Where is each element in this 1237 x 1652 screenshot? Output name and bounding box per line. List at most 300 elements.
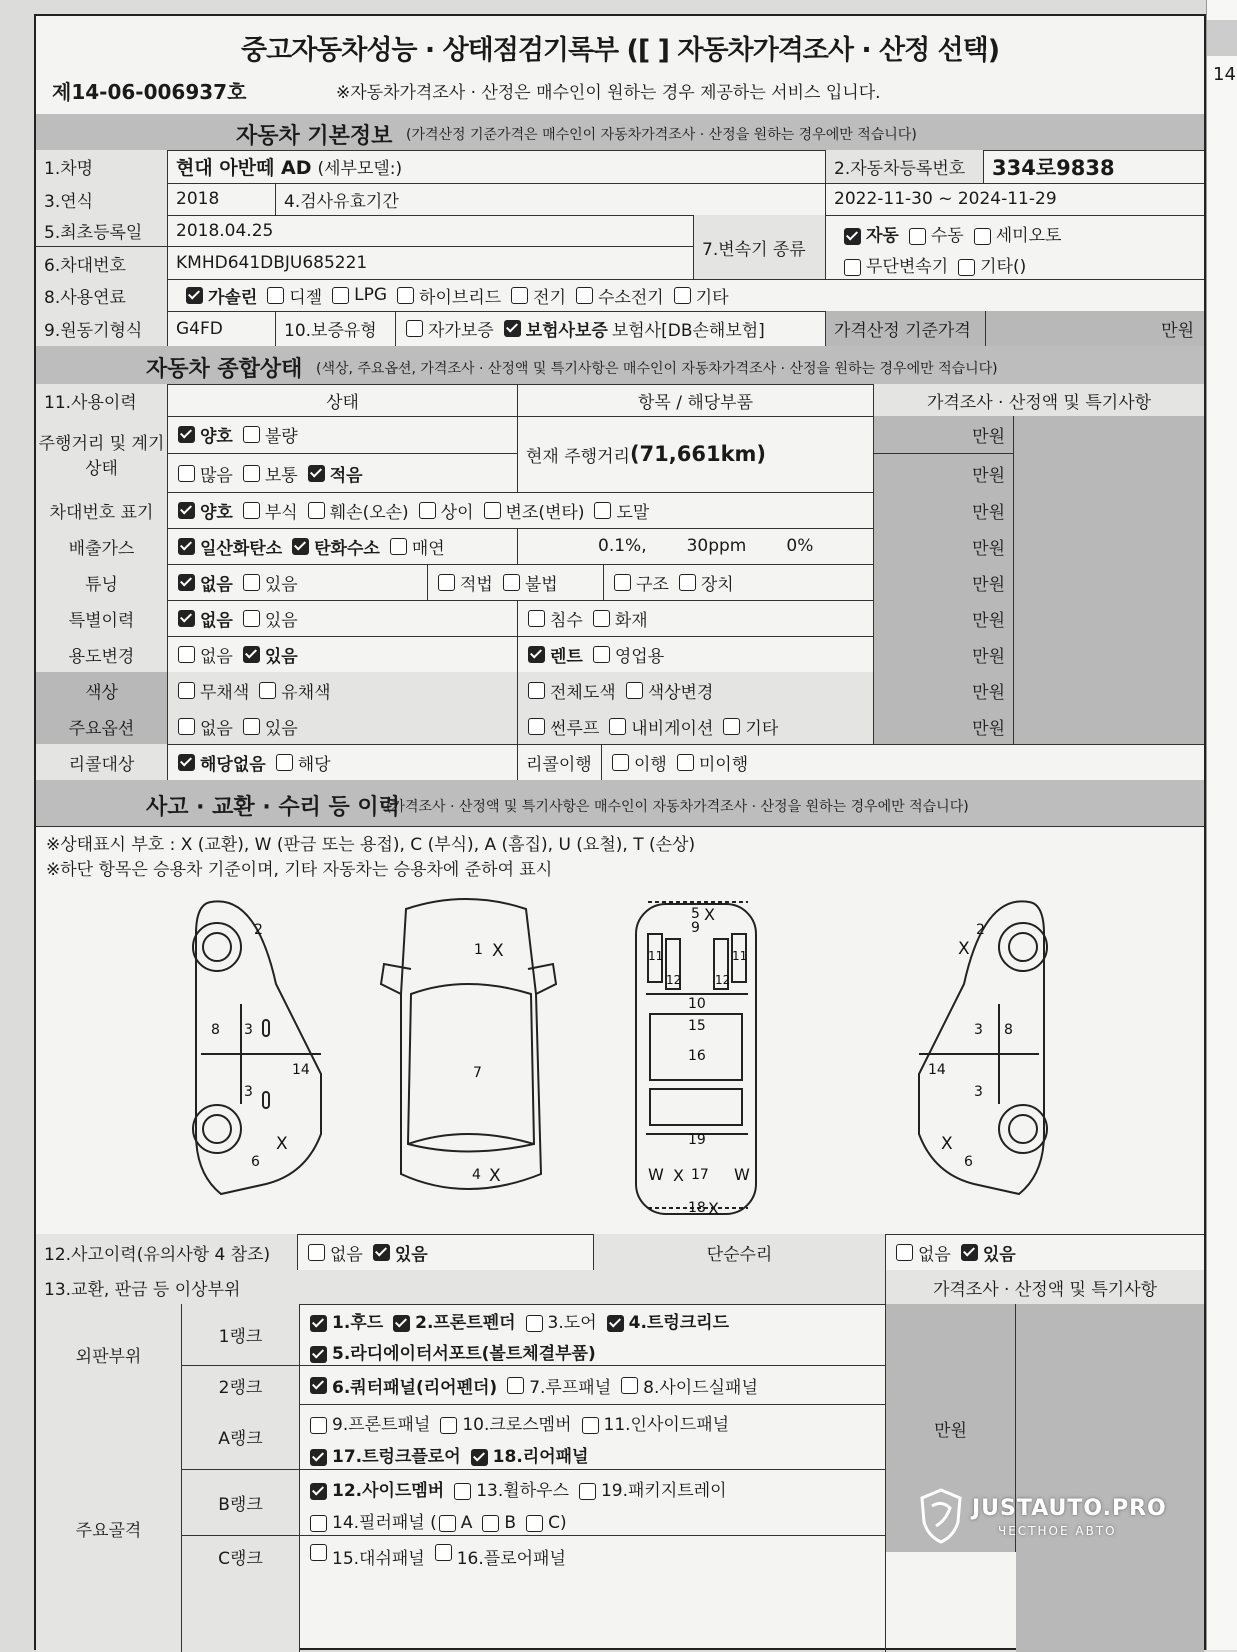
part-19-checkbox[interactable]: [579, 1483, 596, 1500]
option-none-label: 없음: [200, 718, 233, 739]
fuel-electric-checkbox[interactable]: [511, 287, 528, 304]
header: [36, 16, 1204, 116]
part-5-checkbox[interactable]: [310, 1346, 327, 1363]
mileage-text: 현재 주행거리: [526, 446, 630, 467]
color-label: 색상: [36, 672, 168, 708]
recall-not-done-checkbox[interactable]: [677, 754, 694, 771]
fuel-hydrogen-label: 수소전기: [598, 287, 664, 308]
recall-row: [36, 744, 1204, 781]
special-yes-checkbox[interactable]: [243, 610, 260, 627]
use-change-price-unit: 만원: [874, 636, 1014, 672]
mileage-bad-checkbox[interactable]: [243, 426, 260, 443]
tuning-yes-checkbox[interactable]: [243, 574, 260, 591]
part-4-checkbox[interactable]: [607, 1315, 624, 1332]
watermark-title: JUSTAUTO.PRO: [972, 1496, 1167, 1521]
parts-header-row: [36, 1270, 1204, 1305]
option-row: [36, 708, 1204, 745]
part-3-checkbox[interactable]: [526, 1315, 543, 1332]
part-6-label: 6.쿼터패널(리어펜더): [332, 1377, 498, 1398]
simple-repair-yes-label: 있음: [982, 1244, 1016, 1265]
recall-sub-label: 리콜이행: [518, 744, 602, 780]
trans-auto-label: 자동: [866, 226, 899, 246]
tuning-row: [36, 564, 1204, 601]
diag-right-14: 14: [928, 1062, 946, 1078]
row-first-reg-vin: [36, 215, 1204, 280]
color-full-paint-label: 전체도색: [550, 682, 616, 703]
part-10-label: 10.크로스멤버: [462, 1415, 572, 1435]
special-row: [36, 600, 1204, 637]
color-achromatic-label: 무채색: [200, 682, 250, 703]
fuel-diesel-checkbox[interactable]: [267, 287, 284, 304]
trans-cvt-checkbox[interactable]: [844, 259, 861, 276]
col-history: 11.사용이력: [36, 384, 168, 416]
name-value: 현대 아반떼 AD: [176, 157, 312, 179]
mileage-row: [36, 416, 1204, 493]
option-navigation-label: 내비게이션: [631, 718, 714, 739]
row-year: [36, 183, 1204, 216]
color-chromatic-label: 유채색: [281, 682, 331, 703]
fuel-options: [168, 279, 1204, 311]
status-title: 자동차 종합상태: [146, 357, 303, 382]
part-6-checkbox[interactable]: [310, 1377, 327, 1394]
fuel-other-label: 기타: [695, 287, 729, 308]
trans-other-label: 기타(): [980, 257, 1027, 277]
col-item: 항목 / 해당부품: [518, 384, 874, 416]
part-9-label: 9.프론트패널: [332, 1415, 431, 1435]
option-label: 주요옵션: [36, 708, 168, 744]
symbol-legend: [36, 826, 1204, 880]
parts-price-unit: 만원: [886, 1304, 1016, 1552]
part-2-checkbox[interactable]: [393, 1315, 410, 1332]
recall-options: [168, 744, 518, 780]
part-12-checkbox[interactable]: [310, 1483, 327, 1500]
special-label: 특별이력: [36, 600, 168, 636]
part-16-checkbox[interactable]: [435, 1544, 452, 1561]
diag-right-3a: 3: [974, 1022, 983, 1038]
warranty-self-label: 자가보증: [428, 321, 494, 341]
tuning-options: [168, 564, 428, 600]
tuning-price-note: [1014, 564, 1204, 600]
mileage-value: (71,661km): [629, 442, 767, 466]
vin-mark-altered-label: 변조(변타): [505, 502, 585, 523]
accident-yes-label: 있음: [394, 1244, 428, 1265]
warranty-insurer-checkbox[interactable]: [504, 320, 521, 337]
rank2-items: [300, 1366, 886, 1404]
fuel-gasoline-label: 가솔린: [208, 287, 258, 308]
vin-mark-row: [36, 492, 1204, 529]
emission-values: [518, 528, 874, 564]
vin-mark-price-note: [1014, 492, 1204, 528]
pillar-a-label: A: [460, 1513, 473, 1533]
color-price-unit: 만원: [874, 672, 1014, 708]
recall-done-checkbox[interactable]: [612, 754, 629, 771]
accident-history-options: [298, 1234, 594, 1270]
vin-mark-smeared-checkbox[interactable]: [594, 502, 611, 519]
tuning-type-options: [604, 564, 874, 600]
part-18-label: 18.리어패널: [492, 1447, 589, 1467]
emission-options: [168, 528, 518, 564]
emission-co-checkbox[interactable]: [178, 538, 195, 555]
diag-bottom-w-right: W: [734, 1165, 750, 1184]
diag-bottom-w-left: W: [648, 1165, 664, 1184]
use-change-business-label: 영업용: [614, 646, 665, 667]
rankC-items: [300, 1536, 886, 1652]
mileage-high-label: 많음: [200, 465, 233, 486]
year-label: 3.연식: [36, 183, 168, 215]
part-11-checkbox[interactable]: [582, 1417, 599, 1434]
simple-repair-label: 단순수리: [594, 1234, 886, 1270]
recall-yes-checkbox[interactable]: [276, 754, 293, 771]
legend-line-2: ※하단 항목은 승용차 기준이며, 기타 자동차는 승용차에 준하여 표시: [46, 860, 553, 880]
diag-top-7: 7: [473, 1065, 482, 1081]
vin-mark-good-checkbox[interactable]: [178, 502, 195, 519]
tuning-price-unit: 만원: [874, 564, 1014, 600]
fuel-label: 8.사용연료: [36, 279, 168, 311]
rankB-items: [300, 1470, 886, 1536]
pillar-c-checkbox[interactable]: [526, 1515, 543, 1532]
diag-bottom-17: 17: [691, 1167, 709, 1183]
emission-price-unit: 만원: [874, 528, 1014, 564]
warranty-insurer-label: 보험사보증: [525, 321, 608, 341]
basic-info-title: 자동차 기본정보: [236, 124, 393, 149]
watermark-subtitle: ЧЕСТНОЕ АВТО: [998, 1524, 1117, 1538]
part-19-label: 19.패키지트레이: [600, 1481, 727, 1501]
trans-manual-label: 수동: [930, 226, 964, 246]
special-none-label: 없음: [200, 610, 233, 631]
part-14-label: 14.필러패널 (: [332, 1513, 437, 1533]
mileage-state-1: [168, 416, 518, 454]
vin-mark-options: [168, 492, 874, 528]
emission-label: 배출가스: [36, 528, 168, 564]
row-engine: [36, 311, 1204, 347]
diag-bottom-15: 15: [688, 1018, 706, 1034]
tuning-device-checkbox[interactable]: [679, 574, 696, 591]
warranty-label: 10.보증유형: [276, 311, 396, 346]
diag-bottom-17-x: X: [673, 1166, 684, 1185]
color-achromatic-checkbox[interactable]: [178, 682, 195, 699]
next-page-number: 14: [1213, 64, 1236, 85]
warranty-options: [396, 311, 826, 346]
part-7-label: 7.루프패널: [529, 1377, 612, 1398]
color-change-label: 색상변경: [647, 682, 714, 703]
rankA-label: A랭크: [182, 1404, 300, 1470]
part-8-label: 8.사이드실패널: [643, 1377, 758, 1398]
basic-info-band: [36, 114, 1204, 151]
diag-top-1-x: X: [492, 941, 504, 961]
status-header-row: [36, 384, 1204, 417]
recall-none-checkbox[interactable]: [178, 754, 195, 771]
fuel-hybrid-checkbox[interactable]: [397, 287, 414, 304]
vin-mark-differ-checkbox[interactable]: [419, 502, 436, 519]
emission-hc-value: 30ppm: [686, 536, 747, 556]
special-sub-options: [518, 600, 874, 636]
emission-hc-label: 탄화수소: [314, 538, 380, 559]
inspection-record-sheet: [34, 14, 1206, 1650]
diag-left-2: 2: [254, 922, 263, 938]
vin-mark-damage-checkbox[interactable]: [308, 502, 325, 519]
engine-value: G4FD: [168, 311, 276, 346]
vin-label: 6.차대번호: [36, 247, 168, 279]
use-change-none-label: 없음: [200, 646, 233, 667]
part-14-checkbox[interactable]: [310, 1515, 327, 1532]
use-change-label: 용도변경: [36, 636, 168, 672]
fuel-lpg-checkbox[interactable]: [332, 287, 349, 304]
tuning-device-label: 장치: [700, 574, 734, 595]
use-change-rent-checkbox[interactable]: [528, 646, 545, 663]
diag-top-4: 4: [472, 1167, 481, 1183]
tuning-legal-label: 적법: [460, 574, 493, 595]
tuning-structure-label: 구조: [636, 574, 669, 595]
special-none-checkbox[interactable]: [178, 610, 195, 627]
parts-price-note: [1016, 1304, 1204, 1652]
tuning-legal-options: [428, 564, 604, 600]
mileage-normal-label: 보통: [264, 465, 298, 486]
mileage-high-checkbox[interactable]: [178, 465, 195, 482]
diag-bottom-18: 18: [688, 1200, 706, 1216]
diag-bottom-12a: 12: [666, 973, 682, 987]
option-yes-label: 있음: [264, 718, 298, 739]
tuning-illegal-label: 불법: [524, 574, 558, 595]
trans-semi-checkbox[interactable]: [974, 228, 991, 245]
special-yes-label: 있음: [264, 610, 298, 631]
recall-not-done-label: 미이행: [698, 754, 749, 775]
col-state: 상태: [168, 384, 518, 416]
part-15-label: 15.대쉬패널: [332, 1549, 425, 1569]
watermark-shield-icon: [916, 1486, 966, 1546]
emission-co-value: 0.1%,: [598, 536, 647, 556]
trans-other-checkbox[interactable]: [958, 259, 975, 276]
row-fuel: [36, 279, 1204, 312]
emission-row: [36, 528, 1204, 565]
rank2-label: 2랭크: [182, 1366, 300, 1404]
vin-value: KMHD641DBJU685221: [168, 247, 694, 279]
fuel-hydrogen-checkbox[interactable]: [576, 287, 593, 304]
legend-line-1: ※상태표시 부호 : X (교환), W (판금 또는 용접), C (부식), A (흠집), U (요철), T (손상): [46, 835, 696, 855]
option-price-note: [1014, 708, 1204, 744]
name-sub: (세부모델:): [317, 159, 403, 179]
mileage-item: [518, 416, 874, 492]
simple-repair-none-checkbox[interactable]: [896, 1244, 913, 1261]
row-car-name: [36, 150, 1204, 184]
color-chromatic-checkbox[interactable]: [259, 682, 276, 699]
option-options: [168, 708, 518, 744]
fuel-hybrid-label: 하이브리드: [419, 287, 502, 308]
use-change-yes-label: 있음: [264, 646, 298, 667]
part-12-label: 12.사이드멤버: [332, 1481, 445, 1501]
insp-value: 2022-11-30 ~ 2024-11-29: [834, 189, 1057, 209]
recall-yes-label: 해당: [297, 754, 331, 775]
rank1-items: [300, 1304, 886, 1366]
emission-hc-checkbox[interactable]: [292, 538, 309, 555]
option-sunroof-checkbox[interactable]: [528, 718, 545, 735]
option-other-label: 기타: [745, 718, 779, 739]
accident-none-label: 없음: [330, 1244, 363, 1265]
vin-mark-corrosion-label: 부식: [264, 502, 298, 523]
fuel-gasoline-checkbox[interactable]: [186, 287, 203, 304]
status-band: [36, 346, 1204, 385]
vin-mark-damage-label: 훼손(오손): [329, 502, 409, 523]
vin-mark-corrosion-checkbox[interactable]: [243, 502, 260, 519]
name-label: 1.차명: [36, 150, 168, 183]
warranty-self-checkbox[interactable]: [406, 320, 423, 337]
first-reg-value: 2018.04.25: [168, 215, 694, 247]
tuning-yes-label: 있음: [264, 574, 298, 595]
service-notice: ※자동차가격조사 · 산정은 매수인이 원하는 경우 제공하는 서비스 입니다.: [336, 83, 881, 103]
option-none-checkbox[interactable]: [178, 718, 195, 735]
mileage-bad-label: 불량: [264, 427, 298, 447]
fuel-diesel-label: 디젤: [289, 287, 323, 308]
pillar-b-checkbox[interactable]: [482, 1515, 499, 1532]
pillar-b-label: B: [504, 1513, 517, 1533]
part-17-label: 17.트렁크플로어: [332, 1447, 461, 1467]
color-price-note: [1014, 672, 1204, 708]
special-price-unit: 만원: [874, 600, 1014, 636]
recall-none-label: 해당없음: [200, 754, 266, 775]
name-cell: [168, 150, 826, 183]
diag-right-6: 6: [964, 1154, 973, 1170]
mileage-label: 주행거리 및 계기상태: [36, 416, 168, 492]
diag-bottom-5: 5: [691, 906, 700, 922]
emission-smoke-checkbox[interactable]: [390, 538, 407, 555]
mileage-good-checkbox[interactable]: [178, 426, 195, 443]
vin-mark-price-unit: 만원: [874, 492, 1014, 528]
part-3-label: 3.도어: [547, 1313, 597, 1333]
diag-left-3b: 3: [244, 1084, 253, 1100]
emission-price-note: [1014, 528, 1204, 564]
special-fire-checkbox[interactable]: [593, 610, 610, 627]
trans-manual-checkbox[interactable]: [909, 228, 926, 245]
accident-none-checkbox[interactable]: [308, 1244, 325, 1261]
accident-yes-checkbox[interactable]: [373, 1244, 390, 1261]
diag-bottom-10: 10: [688, 996, 706, 1012]
simple-repair-yes-checkbox[interactable]: [961, 1244, 978, 1261]
trans-cvt-label: 무단변속기: [866, 257, 949, 277]
insp-label: 4.검사유효기간: [276, 183, 826, 215]
reg-label: 2.자동차등록번호: [826, 150, 984, 183]
diag-top-4-x: X: [489, 1166, 501, 1186]
part-10-checkbox[interactable]: [440, 1417, 457, 1434]
part-15-checkbox[interactable]: [310, 1544, 327, 1561]
trans-label: 7.변속기 종류: [694, 215, 826, 279]
diag-right-8: 8: [1004, 1022, 1013, 1038]
accident-note: (가격조사 · 산정액 및 특기사항은 매수인이 자동차가격조사 · 산정을 원하는 경우에만 적습니다): [386, 799, 969, 815]
special-fire-label: 화재: [614, 610, 648, 631]
tuning-label: 튜닝: [36, 564, 168, 600]
part-9-checkbox[interactable]: [310, 1417, 327, 1434]
diag-bottom-9: 9: [691, 920, 700, 936]
use-change-price-note: [1014, 636, 1204, 672]
simple-repair-none-label: 없음: [918, 1244, 951, 1265]
diag-left-8: 8: [211, 1022, 220, 1038]
year-value: 2018: [168, 183, 276, 215]
use-change-none-checkbox[interactable]: [178, 646, 195, 663]
mileage-price-unit-2: 만원: [874, 454, 1014, 492]
frame-label: 주요골격: [36, 1404, 182, 1652]
trans-semi-label: 세미오토: [995, 226, 1062, 246]
diag-bottom-18-x: X: [708, 1199, 719, 1218]
part-8-checkbox[interactable]: [621, 1377, 638, 1394]
use-change-row: [36, 636, 1204, 673]
trans-auto-checkbox[interactable]: [844, 228, 861, 245]
tuning-none-checkbox[interactable]: [178, 574, 195, 591]
recall-label: 리콜대상: [36, 744, 168, 780]
part-2-label: 2.프론트펜더: [415, 1313, 516, 1333]
vin-mark-label: 차대번호 표기: [36, 492, 168, 528]
fuel-lpg-label: LPG: [354, 285, 388, 305]
special-options: [168, 600, 518, 636]
next-page-tab: [1207, 20, 1237, 56]
vin-mark-differ-label: 상이: [440, 502, 474, 523]
color-change-checkbox[interactable]: [626, 682, 643, 699]
use-change-business-checkbox[interactable]: [593, 646, 610, 663]
tuning-structure-checkbox[interactable]: [614, 574, 631, 591]
fuel-other-checkbox[interactable]: [674, 287, 691, 304]
basic-info-note: (가격산정 기준가격은 매수인이 자동차가격조사 · 산정을 원하는 경우에만 적습니다): [406, 127, 917, 143]
emission-smoke-value: 0%: [786, 536, 814, 556]
option-price-unit: 만원: [874, 708, 1014, 744]
part-4-label: 4.트렁크리드: [628, 1313, 730, 1333]
first-reg-label: 5.최초등록일: [36, 215, 168, 247]
mileage-low-label: 적음: [329, 465, 363, 486]
accident-history-label: 12.사고이력(유의사항 4 참조): [36, 1234, 298, 1270]
part-17-checkbox[interactable]: [310, 1449, 327, 1466]
mileage-good-label: 양호: [200, 427, 233, 447]
mileage-low-checkbox[interactable]: [308, 465, 325, 482]
part-7-checkbox[interactable]: [507, 1377, 524, 1394]
part-18-checkbox[interactable]: [471, 1449, 488, 1466]
mileage-normal-checkbox[interactable]: [243, 465, 260, 482]
emission-smoke-label: 매연: [411, 538, 445, 559]
price-basis-unit: 만원: [986, 311, 1204, 346]
vin-mark-altered-checkbox[interactable]: [484, 502, 501, 519]
option-other-checkbox[interactable]: [723, 718, 740, 735]
use-change-yes-checkbox[interactable]: [243, 646, 260, 663]
color-row: [36, 672, 1204, 709]
part-1-checkbox[interactable]: [310, 1315, 327, 1332]
mileage-price-note: [1014, 416, 1204, 492]
part-13-label: 13.휠하우스: [476, 1481, 569, 1501]
color-full-paint-checkbox[interactable]: [528, 682, 545, 699]
recall-sub-options: [602, 744, 1204, 780]
emission-co-label: 일산화탄소: [200, 538, 283, 559]
color-options: [168, 672, 518, 708]
tuning-illegal-checkbox[interactable]: [503, 574, 520, 591]
part-13-checkbox[interactable]: [454, 1483, 471, 1500]
accident-title: 사고 · 교환 · 수리 등 이력: [146, 795, 400, 820]
option-navigation-checkbox[interactable]: [609, 718, 626, 735]
col-price: 가격조사 · 산정액 및 특기사항: [874, 384, 1204, 416]
part-11-label: 11.인사이드패널: [603, 1415, 730, 1435]
tuning-legal-checkbox[interactable]: [438, 574, 455, 591]
pillar-a-checkbox[interactable]: [439, 1515, 456, 1532]
mileage-state-2: [168, 454, 518, 492]
pillar-c-label: C): [548, 1513, 567, 1533]
diag-right-x-top: X: [958, 939, 970, 959]
use-change-sub-options: [518, 636, 874, 672]
mileage-price-unit-1: 만원: [874, 416, 1014, 454]
fuel-electric-label: 전기: [533, 287, 567, 308]
option-sub-options: [518, 708, 874, 744]
vin-mark-good-label: 양호: [200, 502, 233, 523]
diag-left-3a: 3: [244, 1022, 253, 1038]
diag-left-14: 14: [292, 1062, 310, 1078]
accident-band: [36, 780, 1204, 827]
special-flood-label: 침수: [550, 610, 583, 631]
option-yes-checkbox[interactable]: [243, 718, 260, 735]
diag-right-3b: 3: [974, 1084, 983, 1100]
special-flood-checkbox[interactable]: [528, 610, 545, 627]
diag-top-1: 1: [474, 942, 483, 958]
